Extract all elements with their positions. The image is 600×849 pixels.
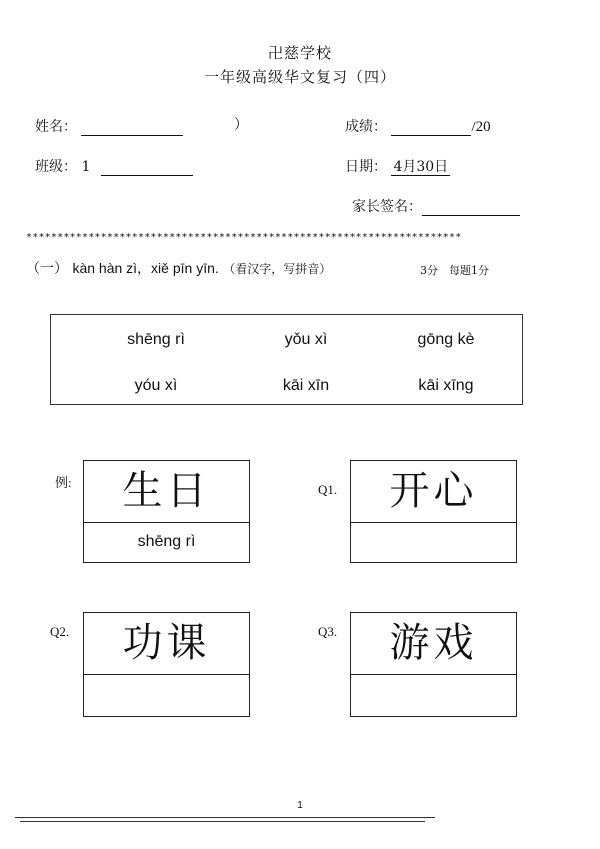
example-label: 例: xyxy=(55,475,72,490)
section-number: （一） xyxy=(26,261,68,277)
q3-card xyxy=(350,612,517,717)
example-card xyxy=(83,460,250,563)
q1-answer-box[interactable] xyxy=(351,522,516,562)
example-answer: shēng rì xyxy=(137,533,196,550)
date-value: 4月30日 xyxy=(393,159,449,175)
name-underline[interactable] xyxy=(81,119,183,136)
example-hanzi: 生日 xyxy=(84,461,249,523)
word-bank-item: gōng kè xyxy=(417,331,475,348)
score-total: /20 xyxy=(471,119,491,135)
name-close-paren: ） xyxy=(234,117,248,133)
word-bank-item: kāi xīng xyxy=(418,377,474,394)
class-value: 1 xyxy=(81,159,91,175)
word-bank-item: kāi xīn xyxy=(282,377,330,394)
school-name: 卍慈学校 xyxy=(267,44,332,62)
q2-label: Q2. xyxy=(50,624,70,639)
parent-signature-underline[interactable] xyxy=(422,199,520,216)
footer-rule xyxy=(20,821,425,822)
score-field xyxy=(345,116,491,136)
page-number: 1 xyxy=(297,800,303,811)
section-score: 3分 每题1分 xyxy=(420,264,489,277)
footer-rule xyxy=(15,817,435,818)
q1-hanzi: 开心 xyxy=(351,461,516,523)
class-underline[interactable] xyxy=(101,159,193,176)
q1-card xyxy=(350,460,517,563)
class-label: 班级： xyxy=(35,159,77,175)
q3-hanzi: 游戏 xyxy=(351,613,516,675)
q3-label: Q3. xyxy=(318,624,338,639)
score-label: 成绩： xyxy=(345,119,387,135)
q2-card xyxy=(83,612,250,717)
score-underline[interactable] xyxy=(391,119,471,136)
name-label: 姓名： xyxy=(35,119,77,135)
star-separator: ********************************************************************** xyxy=(26,232,462,243)
q2-answer-box[interactable] xyxy=(84,674,249,716)
class-field xyxy=(35,156,193,176)
parent-signature-field xyxy=(352,196,520,216)
date-label: 日期： xyxy=(345,159,387,175)
q3-answer-box[interactable] xyxy=(351,674,516,716)
q1-label: Q1. xyxy=(318,482,338,497)
parent-signature-label: 家长签名： xyxy=(352,199,422,215)
name-field xyxy=(35,116,183,136)
word-bank-item: shēng rì xyxy=(127,331,185,348)
worksheet-title: 一年级高级华文复习（四） xyxy=(203,68,396,86)
word-bank-item: yǒu xì xyxy=(284,331,328,348)
date-field xyxy=(345,156,450,176)
word-bank-item: yóu xì xyxy=(134,377,178,394)
instruction-pinyin: kàn hàn zì，xiě pīn yīn. xyxy=(72,260,219,276)
instruction-chinese: （看汉字，写拼音） xyxy=(223,262,332,276)
word-bank-box xyxy=(50,314,523,405)
section-instruction xyxy=(26,258,331,278)
q2-hanzi: 功课 xyxy=(84,613,249,675)
